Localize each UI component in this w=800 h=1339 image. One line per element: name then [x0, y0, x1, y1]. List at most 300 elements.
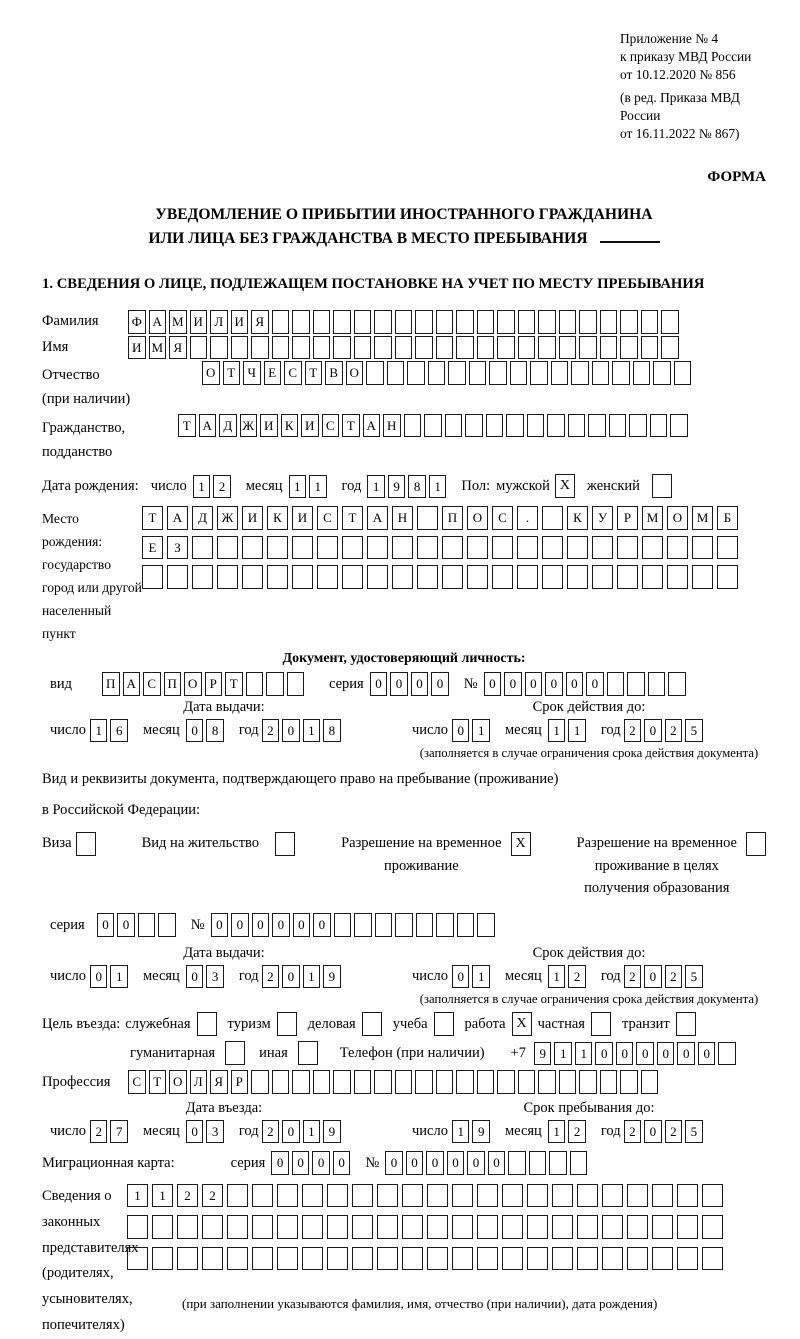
char-cell[interactable]: [477, 1215, 498, 1239]
char-cell[interactable]: [251, 336, 269, 360]
char-cell[interactable]: [648, 672, 666, 696]
char-cell[interactable]: [327, 1247, 348, 1271]
char-cell[interactable]: [374, 310, 392, 334]
char-cell[interactable]: 0: [97, 913, 115, 937]
char-cell[interactable]: С: [143, 672, 161, 696]
char-cell[interactable]: [202, 1247, 223, 1271]
char-cell[interactable]: Е: [142, 536, 163, 560]
char-cell[interactable]: 2: [202, 1184, 223, 1208]
char-cell[interactable]: [502, 1247, 523, 1271]
char-cell[interactable]: [374, 336, 392, 360]
char-cell[interactable]: 1: [554, 1042, 572, 1066]
char-cell[interactable]: [354, 1070, 372, 1094]
char-cell[interactable]: [415, 336, 433, 360]
char-cell[interactable]: [469, 361, 487, 385]
char-cell[interactable]: [592, 361, 610, 385]
char-cell[interactable]: [568, 414, 586, 438]
char-cell[interactable]: Т: [342, 506, 363, 530]
char-cell[interactable]: [510, 361, 528, 385]
char-cell[interactable]: [717, 565, 738, 589]
char-cell[interactable]: 3: [206, 965, 224, 989]
char-cell[interactable]: 1: [548, 965, 566, 989]
char-cell[interactable]: [445, 414, 463, 438]
char-cell[interactable]: 5: [685, 719, 703, 743]
char-cell[interactable]: [313, 336, 331, 360]
char-cell[interactable]: 9: [323, 1120, 341, 1144]
char-cell[interactable]: [617, 565, 638, 589]
char-cell[interactable]: 0: [545, 672, 563, 696]
char-cell[interactable]: [387, 361, 405, 385]
char-cell[interactable]: С: [322, 414, 340, 438]
char-cell[interactable]: [158, 913, 176, 937]
char-cell[interactable]: 2: [568, 965, 586, 989]
char-cell[interactable]: [627, 1215, 648, 1239]
char-cell[interactable]: 1: [193, 475, 211, 499]
char-cell[interactable]: [641, 310, 659, 334]
char-cell[interactable]: [192, 536, 213, 560]
char-cell[interactable]: 8: [408, 475, 426, 499]
char-cell[interactable]: [477, 1247, 498, 1271]
char-cell[interactable]: [579, 1070, 597, 1094]
char-cell[interactable]: Т: [305, 361, 323, 385]
char-cell[interactable]: [592, 565, 613, 589]
char-cell[interactable]: [177, 1247, 198, 1271]
char-cell[interactable]: 0: [90, 965, 108, 989]
char-cell[interactable]: [456, 336, 474, 360]
char-cell[interactable]: М: [642, 506, 663, 530]
char-cell[interactable]: 0: [411, 672, 429, 696]
char-cell[interactable]: [508, 1151, 526, 1175]
char-cell[interactable]: 0: [595, 1042, 613, 1066]
char-cell[interactable]: [313, 1070, 331, 1094]
char-cell[interactable]: 0: [117, 913, 135, 937]
char-cell[interactable]: [692, 536, 713, 560]
char-cell[interactable]: [402, 1215, 423, 1239]
char-cell[interactable]: [292, 1070, 310, 1094]
char-cell[interactable]: [702, 1247, 723, 1271]
char-cell[interactable]: 1: [548, 1120, 566, 1144]
char-cell[interactable]: 0: [677, 1042, 695, 1066]
char-cell[interactable]: [227, 1247, 248, 1271]
char-cell[interactable]: [375, 913, 393, 937]
char-cell[interactable]: [452, 1247, 473, 1271]
char-cell[interactable]: [334, 913, 352, 937]
char-cell[interactable]: [217, 565, 238, 589]
char-cell[interactable]: [374, 1070, 392, 1094]
char-cell[interactable]: [252, 1184, 273, 1208]
char-cell[interactable]: [152, 1247, 173, 1271]
char-cell[interactable]: [442, 536, 463, 560]
char-cell[interactable]: О: [169, 1070, 187, 1094]
char-cell[interactable]: Д: [219, 414, 237, 438]
char-cell[interactable]: 0: [186, 1120, 204, 1144]
char-cell[interactable]: Р: [231, 1070, 249, 1094]
char-cell[interactable]: Л: [190, 1070, 208, 1094]
char-cell[interactable]: И: [260, 414, 278, 438]
char-cell[interactable]: [668, 672, 686, 696]
char-cell[interactable]: [272, 1070, 290, 1094]
char-cell[interactable]: 3: [206, 1120, 224, 1144]
char-cell[interactable]: П: [102, 672, 120, 696]
char-cell[interactable]: 0: [504, 672, 522, 696]
char-cell[interactable]: [477, 1070, 495, 1094]
char-cell[interactable]: [579, 336, 597, 360]
char-cell[interactable]: [489, 361, 507, 385]
char-cell[interactable]: [327, 1215, 348, 1239]
char-cell[interactable]: [620, 310, 638, 334]
char-cell[interactable]: [661, 336, 679, 360]
char-cell[interactable]: [670, 414, 688, 438]
char-cell[interactable]: К: [567, 506, 588, 530]
char-cell[interactable]: 0: [272, 913, 290, 937]
char-cell[interactable]: Т: [342, 414, 360, 438]
char-cell[interactable]: Я: [210, 1070, 228, 1094]
char-cell[interactable]: [292, 336, 310, 360]
char-cell[interactable]: [266, 672, 284, 696]
char-cell[interactable]: 0: [293, 913, 311, 937]
char-cell[interactable]: [352, 1247, 373, 1271]
char-cell[interactable]: [538, 1070, 556, 1094]
char-cell[interactable]: [652, 1184, 673, 1208]
char-cell[interactable]: [549, 1151, 567, 1175]
char-cell[interactable]: [467, 565, 488, 589]
char-cell[interactable]: [627, 1247, 648, 1271]
char-cell[interactable]: [538, 310, 556, 334]
char-cell[interactable]: 0: [313, 913, 331, 937]
char-cell[interactable]: [629, 414, 647, 438]
char-cell[interactable]: 0: [370, 672, 388, 696]
char-cell[interactable]: Т: [178, 414, 196, 438]
char-cell[interactable]: Б: [717, 506, 738, 530]
char-cell[interactable]: [367, 536, 388, 560]
char-cell[interactable]: С: [128, 1070, 146, 1094]
char-cell[interactable]: [333, 336, 351, 360]
char-cell[interactable]: У: [592, 506, 613, 530]
char-cell[interactable]: Т: [149, 1070, 167, 1094]
char-cell[interactable]: [567, 565, 588, 589]
char-cell[interactable]: [272, 336, 290, 360]
char-cell[interactable]: 0: [186, 719, 204, 743]
char-cell[interactable]: 0: [271, 1151, 289, 1175]
char-cell[interactable]: [436, 1070, 454, 1094]
char-cell[interactable]: С: [492, 506, 513, 530]
char-cell[interactable]: В: [325, 361, 343, 385]
char-cell[interactable]: [292, 310, 310, 334]
char-cell[interactable]: З: [167, 536, 188, 560]
char-cell[interactable]: [486, 414, 504, 438]
sex-female-checkbox[interactable]: [652, 474, 672, 498]
char-cell[interactable]: 0: [431, 672, 449, 696]
char-cell[interactable]: [600, 336, 618, 360]
char-cell[interactable]: [542, 565, 563, 589]
char-cell[interactable]: [442, 565, 463, 589]
char-cell[interactable]: [650, 414, 668, 438]
char-cell[interactable]: [152, 1215, 173, 1239]
char-cell[interactable]: О: [467, 506, 488, 530]
char-cell[interactable]: 1: [548, 719, 566, 743]
char-cell[interactable]: [192, 565, 213, 589]
char-cell[interactable]: [527, 1215, 548, 1239]
char-cell[interactable]: [600, 1070, 618, 1094]
char-cell[interactable]: [142, 565, 163, 589]
char-cell[interactable]: 0: [467, 1151, 485, 1175]
char-cell[interactable]: [602, 1215, 623, 1239]
char-cell[interactable]: [627, 1184, 648, 1208]
char-cell[interactable]: 2: [624, 965, 642, 989]
char-cell[interactable]: 2: [262, 965, 280, 989]
char-cell[interactable]: [436, 310, 454, 334]
char-cell[interactable]: [702, 1215, 723, 1239]
char-cell[interactable]: А: [149, 310, 167, 334]
char-cell[interactable]: [677, 1247, 698, 1271]
char-cell[interactable]: 2: [624, 1120, 642, 1144]
char-cell[interactable]: О: [202, 361, 220, 385]
char-cell[interactable]: [452, 1184, 473, 1208]
char-cell[interactable]: 1: [472, 719, 490, 743]
char-cell[interactable]: 1: [429, 475, 447, 499]
char-cell[interactable]: [246, 672, 264, 696]
char-cell[interactable]: [127, 1247, 148, 1271]
char-cell[interactable]: [633, 361, 651, 385]
purpose-tourism-checkbox[interactable]: [277, 1012, 297, 1036]
char-cell[interactable]: [354, 913, 372, 937]
char-cell[interactable]: 2: [665, 1120, 683, 1144]
char-cell[interactable]: [407, 361, 425, 385]
char-cell[interactable]: [653, 361, 671, 385]
char-cell[interactable]: [527, 414, 545, 438]
char-cell[interactable]: [559, 336, 577, 360]
char-cell[interactable]: [667, 536, 688, 560]
char-cell[interactable]: [642, 565, 663, 589]
char-cell[interactable]: [571, 361, 589, 385]
char-cell[interactable]: [267, 565, 288, 589]
char-cell[interactable]: [612, 361, 630, 385]
char-cell[interactable]: Р: [205, 672, 223, 696]
char-cell[interactable]: 0: [211, 913, 229, 937]
char-cell[interactable]: 0: [282, 965, 300, 989]
char-cell[interactable]: 1: [289, 475, 307, 499]
char-cell[interactable]: [395, 336, 413, 360]
char-cell[interactable]: 1: [575, 1042, 593, 1066]
char-cell[interactable]: [652, 1247, 673, 1271]
char-cell[interactable]: 1: [303, 965, 321, 989]
char-cell[interactable]: 1: [303, 1120, 321, 1144]
char-cell[interactable]: 0: [390, 672, 408, 696]
char-cell[interactable]: 1: [303, 719, 321, 743]
char-cell[interactable]: [588, 414, 606, 438]
char-cell[interactable]: [272, 310, 290, 334]
char-cell[interactable]: Т: [225, 672, 243, 696]
char-cell[interactable]: А: [167, 506, 188, 530]
char-cell[interactable]: [251, 1070, 269, 1094]
temp-residence-edu-checkbox[interactable]: [746, 832, 766, 856]
char-cell[interactable]: [559, 310, 577, 334]
char-cell[interactable]: А: [363, 414, 381, 438]
char-cell[interactable]: Р: [617, 506, 638, 530]
char-cell[interactable]: 0: [644, 1120, 662, 1144]
char-cell[interactable]: [465, 414, 483, 438]
char-cell[interactable]: 0: [644, 965, 662, 989]
char-cell[interactable]: [277, 1215, 298, 1239]
char-cell[interactable]: [661, 310, 679, 334]
char-cell[interactable]: [497, 1070, 515, 1094]
char-cell[interactable]: [492, 536, 513, 560]
char-cell[interactable]: [366, 361, 384, 385]
char-cell[interactable]: [417, 536, 438, 560]
char-cell[interactable]: 1: [452, 1120, 470, 1144]
char-cell[interactable]: 2: [665, 965, 683, 989]
char-cell[interactable]: [529, 1151, 547, 1175]
char-cell[interactable]: [667, 565, 688, 589]
char-cell[interactable]: [492, 565, 513, 589]
purpose-humanitarian-checkbox[interactable]: [225, 1041, 245, 1065]
purpose-transit-checkbox[interactable]: [676, 1012, 696, 1036]
char-cell[interactable]: [302, 1215, 323, 1239]
char-cell[interactable]: Ч: [243, 361, 261, 385]
char-cell[interactable]: 0: [452, 965, 470, 989]
char-cell[interactable]: [677, 1184, 698, 1208]
char-cell[interactable]: 0: [698, 1042, 716, 1066]
char-cell[interactable]: 0: [231, 913, 249, 937]
char-cell[interactable]: [377, 1184, 398, 1208]
char-cell[interactable]: [313, 310, 331, 334]
char-cell[interactable]: [467, 536, 488, 560]
char-cell[interactable]: 5: [685, 965, 703, 989]
char-cell[interactable]: П: [442, 506, 463, 530]
char-cell[interactable]: [252, 1215, 273, 1239]
residence-permit-checkbox[interactable]: [275, 832, 295, 856]
char-cell[interactable]: К: [267, 506, 288, 530]
char-cell[interactable]: [456, 1070, 474, 1094]
char-cell[interactable]: 0: [186, 965, 204, 989]
char-cell[interactable]: [327, 1184, 348, 1208]
char-cell[interactable]: [538, 336, 556, 360]
char-cell[interactable]: [577, 1184, 598, 1208]
char-cell[interactable]: 2: [177, 1184, 198, 1208]
char-cell[interactable]: [577, 1247, 598, 1271]
char-cell[interactable]: [404, 414, 422, 438]
char-cell[interactable]: [477, 336, 495, 360]
char-cell[interactable]: [559, 1070, 577, 1094]
char-cell[interactable]: [427, 1215, 448, 1239]
char-cell[interactable]: [609, 414, 627, 438]
char-cell[interactable]: 9: [323, 965, 341, 989]
char-cell[interactable]: [518, 1070, 536, 1094]
char-cell[interactable]: [436, 336, 454, 360]
char-cell[interactable]: [138, 913, 156, 937]
char-cell[interactable]: [267, 536, 288, 560]
char-cell[interactable]: С: [284, 361, 302, 385]
char-cell[interactable]: [231, 336, 249, 360]
char-cell[interactable]: [190, 336, 208, 360]
char-cell[interactable]: [202, 1215, 223, 1239]
char-cell[interactable]: [547, 414, 565, 438]
char-cell[interactable]: Л: [210, 310, 228, 334]
char-cell[interactable]: И: [292, 506, 313, 530]
char-cell[interactable]: [167, 565, 188, 589]
char-cell[interactable]: [652, 1215, 673, 1239]
char-cell[interactable]: [517, 536, 538, 560]
char-cell[interactable]: [317, 565, 338, 589]
char-cell[interactable]: О: [667, 506, 688, 530]
char-cell[interactable]: [352, 1215, 373, 1239]
char-cell[interactable]: [502, 1215, 523, 1239]
char-cell[interactable]: Н: [392, 506, 413, 530]
char-cell[interactable]: [517, 565, 538, 589]
char-cell[interactable]: [227, 1184, 248, 1208]
char-cell[interactable]: И: [231, 310, 249, 334]
char-cell[interactable]: [333, 310, 351, 334]
temp-residence-checkbox[interactable]: X: [511, 832, 531, 856]
char-cell[interactable]: М: [149, 336, 167, 360]
purpose-business-checkbox[interactable]: [362, 1012, 382, 1036]
char-cell[interactable]: [456, 310, 474, 334]
char-cell[interactable]: [352, 1184, 373, 1208]
char-cell[interactable]: [620, 1070, 638, 1094]
char-cell[interactable]: 0: [282, 1120, 300, 1144]
char-cell[interactable]: [642, 536, 663, 560]
char-cell[interactable]: [242, 536, 263, 560]
char-cell[interactable]: [602, 1247, 623, 1271]
char-cell[interactable]: [600, 310, 618, 334]
char-cell[interactable]: П: [164, 672, 182, 696]
char-cell[interactable]: [692, 565, 713, 589]
char-cell[interactable]: 0: [447, 1151, 465, 1175]
char-cell[interactable]: [542, 506, 563, 530]
char-cell[interactable]: [227, 1215, 248, 1239]
char-cell[interactable]: 0: [525, 672, 543, 696]
char-cell[interactable]: [718, 1042, 736, 1066]
char-cell[interactable]: [577, 1215, 598, 1239]
char-cell[interactable]: 1: [472, 965, 490, 989]
char-cell[interactable]: И: [242, 506, 263, 530]
char-cell[interactable]: [342, 536, 363, 560]
char-cell[interactable]: [627, 672, 645, 696]
char-cell[interactable]: [302, 1184, 323, 1208]
char-cell[interactable]: [607, 672, 625, 696]
purpose-work-checkbox[interactable]: X: [512, 1012, 532, 1036]
char-cell[interactable]: [567, 536, 588, 560]
char-cell[interactable]: [674, 361, 692, 385]
char-cell[interactable]: [542, 536, 563, 560]
char-cell[interactable]: .: [517, 506, 538, 530]
char-cell[interactable]: 2: [262, 1120, 280, 1144]
purpose-private-checkbox[interactable]: [591, 1012, 611, 1036]
char-cell[interactable]: Н: [383, 414, 401, 438]
char-cell[interactable]: [395, 310, 413, 334]
char-cell[interactable]: [302, 1247, 323, 1271]
char-cell[interactable]: [292, 565, 313, 589]
char-cell[interactable]: 8: [323, 719, 341, 743]
char-cell[interactable]: [427, 1184, 448, 1208]
char-cell[interactable]: [717, 536, 738, 560]
char-cell[interactable]: Ф: [128, 310, 146, 334]
char-cell[interactable]: [392, 565, 413, 589]
char-cell[interactable]: [242, 565, 263, 589]
char-cell[interactable]: [506, 414, 524, 438]
char-cell[interactable]: 5: [685, 1120, 703, 1144]
char-cell[interactable]: 0: [282, 719, 300, 743]
char-cell[interactable]: А: [199, 414, 217, 438]
char-cell[interactable]: [287, 672, 305, 696]
char-cell[interactable]: [354, 336, 372, 360]
char-cell[interactable]: 0: [312, 1151, 330, 1175]
char-cell[interactable]: Е: [264, 361, 282, 385]
char-cell[interactable]: [342, 565, 363, 589]
char-cell[interactable]: [377, 1247, 398, 1271]
char-cell[interactable]: [497, 336, 515, 360]
char-cell[interactable]: 0: [406, 1151, 424, 1175]
